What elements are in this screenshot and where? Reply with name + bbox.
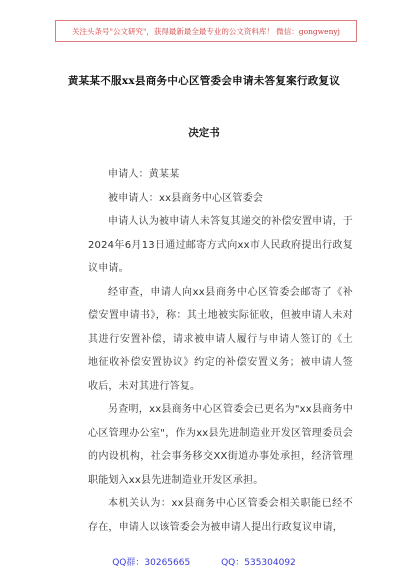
document-subtitle: 决定书 <box>188 127 220 139</box>
paragraph-claim: 申请人认为被申请人未答复其递交的补偿安置申请，于2024年6月13日通过邮寄方式向xx市人民政府提出行政复议申请。 <box>88 216 353 274</box>
paragraph-applicant: 申请人：黄某某 <box>108 169 180 180</box>
paragraph-further-findings: 另查明，xx县商务中心区管委会已更名为"xx县商务中心区管理办公室"，作为xx县先进制造业开发区管理委员会的内设机构，社会事务移交XX街道办事处承担，经济管理职能划入xx县先进制造业开发区承担。 <box>88 404 353 486</box>
promo-banner <box>55 20 357 42</box>
document-body <box>88 163 353 539</box>
promo-banner-text: 关注头条号"公文研究"，获得最新最全最专业的公文资料库！ 微信：gongwenyj <box>72 26 340 36</box>
paragraph-respondent: 被申请人：xx县商务中心区管委会 <box>108 192 264 204</box>
qq-group-link[interactable]: QQ群：30265665 <box>112 558 191 568</box>
paragraph-review: 经审查，申请人向xx县商务中心区管委会邮寄了《补偿安置申请书》，称：其土地被实际征收，但被申请人未对其进行安置补偿，请求被申请人履行与申请人签订的《土地征收补偿安置协议》约定的补偿安置义务；被申请人签收后，未对其进行答复。 <box>88 286 353 392</box>
contact-footer <box>0 555 408 568</box>
qq-contact-link[interactable]: QQ：535304092 <box>221 558 296 568</box>
document-title: 黄某某不服xx县商务中心区管委会申请未答复案行政复议 <box>67 75 341 87</box>
paragraph-opinion: 本机关认为：xx县商务中心区管委会相关职能已经不存在，申请人以该管委会为被申请人提出行政复议申请， <box>88 498 353 533</box>
